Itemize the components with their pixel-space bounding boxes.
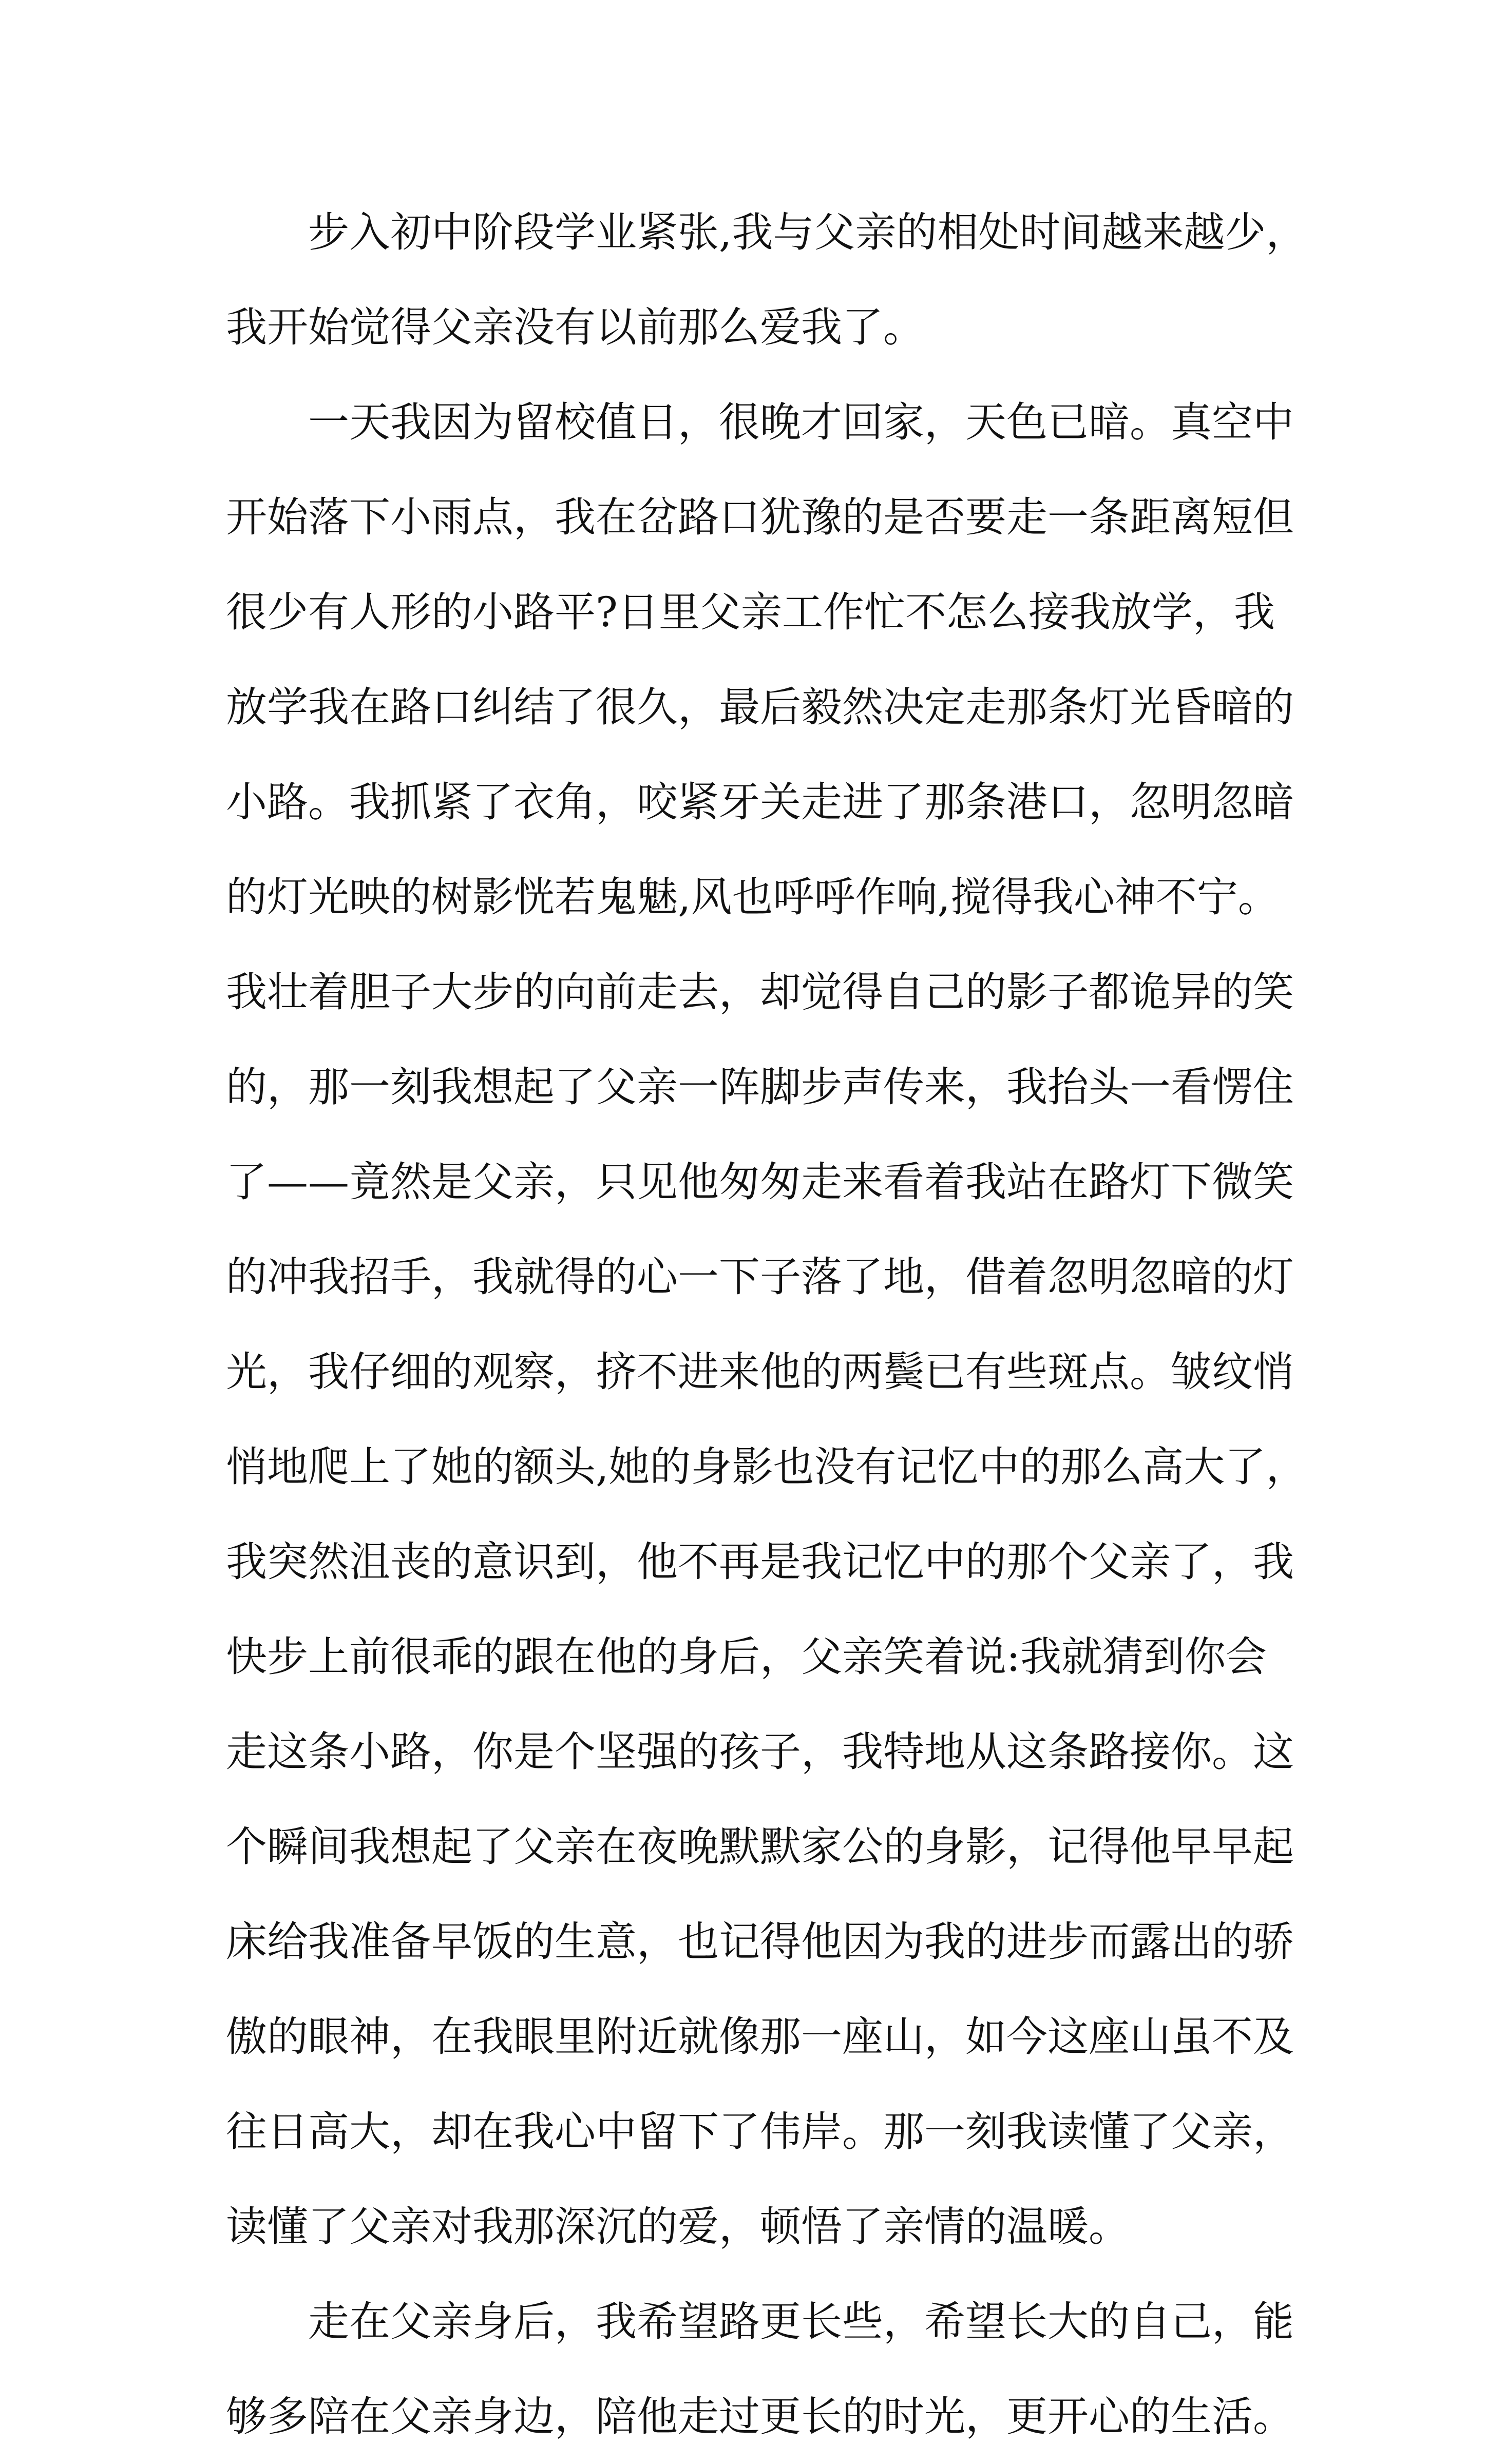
paragraph-2-line-2: 开始落下小雨点，我在岔路口犹豫的是否要走一条距离短但 bbox=[226, 493, 1294, 541]
paragraph-2-line-8: 的，那一刻我想起了父亲一阵脚步声传来，我抬头一看愣住 bbox=[226, 1063, 1294, 1111]
paragraph-2-line-12: 悄地爬上了她的额头,她的身影也没有记忆中的那么高大了， bbox=[226, 1443, 1307, 1491]
paragraph-2-line-16: 个瞬间我想起了父亲在夜晚默默家公的身影，记得他早早起 bbox=[226, 1823, 1294, 1871]
paragraph-2-line-18: 傲的眼神，在我眼里附近就像那一座山，如今这座山虽不及 bbox=[226, 2013, 1294, 2061]
essay-body bbox=[226, 185, 1307, 2464]
paragraph-2-line-10: 的冲我招手，我就得的心一下子落了地，借着忽明忽暗的灯 bbox=[226, 1253, 1294, 1301]
paragraph-2-line-6: 的灯光映的树影恍若鬼魅,风也呼呼作响,搅得我心神不宁。 bbox=[226, 873, 1279, 921]
paragraph-1-line-2: 我开始觉得父亲没有以前那么爱我了。 bbox=[226, 303, 924, 351]
paragraph-3-line-1: 走在父亲身后，我希望路更长些，希望长大的自己，能 bbox=[308, 2298, 1294, 2345]
paragraph-2-line-11: 光，我仔细的观察，挤不进来他的两鬓已有些斑点。皱纹悄 bbox=[226, 1348, 1294, 1396]
paragraph-2-line-15: 走这条小路，你是个坚强的孩子，我特地从这条路接你。这 bbox=[226, 1728, 1294, 1776]
paragraph-2-line-17: 床给我准备早饭的生意，也记得他因为我的进步而露出的骄 bbox=[226, 1918, 1294, 1966]
paragraph-2-line-19: 往日高大，却在我心中留下了伟岸。那一刻我读懂了父亲， bbox=[226, 2108, 1294, 2155]
paragraph-2-line-4: 放学我在路口纠结了很久，最后毅然决定走那条灯光昏暗的 bbox=[226, 683, 1294, 731]
paragraph-2-line-5: 小路。我抓紧了衣角，咬紧牙关走进了那条港口，忽明忽暗 bbox=[226, 778, 1294, 826]
paragraph-2-line-9: 了——竟然是父亲，只见他匆匆走来看着我站在路灯下微笑 bbox=[226, 1158, 1294, 1206]
paragraph-2-line-14: 快步上前很乖的跟在他的身后，父亲笑着说:我就猜到你会 bbox=[226, 1633, 1267, 1681]
paragraph-3-line-2: 够多陪在父亲身边，陪他走过更长的时光，更开心的生活。 bbox=[226, 2393, 1294, 2440]
paragraph-2-line-1: 一天我因为留校值日，很晚才回家，天色已暗。真空中 bbox=[308, 398, 1294, 446]
paragraph-2-line-20: 读懂了父亲对我那深沉的爱，顿悟了亲情的温暖。 bbox=[226, 2203, 1130, 2250]
paragraph-2-line-13: 我突然沮丧的意识到，他不再是我记忆中的那个父亲了，我 bbox=[226, 1538, 1294, 1586]
paragraph-2-line-7: 我壮着胆子大步的向前走去，却觉得自己的影子都诡异的笑 bbox=[226, 968, 1294, 1016]
paragraph-2-line-3: 很少有人形的小路平?日里父亲工作忙不怎么接我放学，我 bbox=[226, 588, 1275, 636]
paragraph-1-line-1: 步入初中阶段学业紧张,我与父亲的相处时间越来越少， bbox=[308, 208, 1307, 256]
